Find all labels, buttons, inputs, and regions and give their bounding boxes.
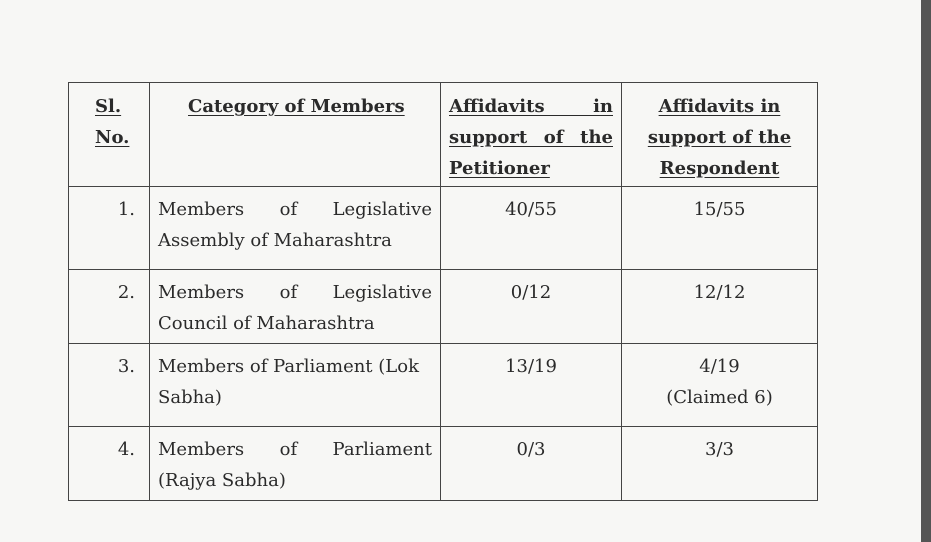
table-header-row — [69, 83, 818, 187]
header-sl-line2: No. — [95, 127, 130, 148]
row-respondent — [622, 270, 818, 344]
row-category-line1 — [158, 194, 432, 225]
header-petitioner-line1: Affidavits in — [449, 96, 613, 117]
table-row — [69, 270, 818, 344]
table-row — [69, 427, 818, 501]
row-category-line2: Council of Maharashtra — [158, 313, 375, 334]
row-sl: 3. — [69, 344, 150, 427]
table-row — [69, 344, 818, 427]
word: Legislative — [332, 282, 432, 303]
row-category-line1: Members of Parliament (Lok — [158, 356, 419, 377]
page-edge — [921, 0, 931, 542]
word: Members — [158, 282, 245, 303]
header-respondent-line1: Affidavits in — [658, 96, 781, 117]
word: Members — [158, 199, 245, 220]
table-row — [69, 187, 818, 270]
row-category-line2: Assembly of Maharashtra — [158, 230, 392, 251]
row-respondent — [622, 344, 818, 427]
word: of — [279, 199, 298, 220]
row-sl: 2. — [69, 270, 150, 344]
header-sl-line1: Sl. — [95, 96, 122, 117]
header-respondent — [622, 83, 818, 187]
header-category — [150, 83, 441, 187]
header-petitioner — [441, 83, 622, 187]
row-respondent-note: (Claimed 6) — [666, 387, 773, 408]
row-petitioner: 0/3 — [441, 427, 622, 501]
row-category — [150, 187, 441, 270]
header-respondent-line3: Respondent — [659, 158, 780, 179]
header-category-label: Category of Members — [188, 96, 405, 117]
row-respondent — [622, 427, 818, 501]
row-category — [150, 270, 441, 344]
word: of — [279, 439, 298, 460]
row-category-line2: Sabha) — [158, 387, 222, 408]
header-respondent-line2: support of the — [647, 127, 792, 148]
row-category — [150, 344, 441, 427]
row-respondent-value: 12/12 — [693, 282, 746, 303]
row-petitioner: 0/12 — [441, 270, 622, 344]
row-category-line2: (Rajya Sabha) — [158, 470, 286, 491]
row-petitioner: 13/19 — [441, 344, 622, 427]
word: of — [279, 282, 298, 303]
row-category-line1 — [158, 434, 432, 465]
row-category-line1 — [158, 277, 432, 308]
row-petitioner: 40/55 — [441, 187, 622, 270]
row-category — [150, 427, 441, 501]
header-petitioner-line2: support of the — [449, 127, 613, 148]
row-respondent-value: 15/55 — [693, 199, 746, 220]
affidavits-table — [68, 82, 818, 501]
word: Members — [158, 439, 245, 460]
header-sl-no — [69, 83, 150, 187]
row-respondent-value: 3/3 — [705, 439, 734, 460]
row-sl: 4. — [69, 427, 150, 501]
word: Legislative — [332, 199, 432, 220]
row-sl: 1. — [69, 187, 150, 270]
word: Parliament — [332, 439, 432, 460]
row-respondent — [622, 187, 818, 270]
header-petitioner-line3: Petitioner — [449, 158, 550, 179]
row-respondent-value: 4/19 — [699, 356, 740, 377]
